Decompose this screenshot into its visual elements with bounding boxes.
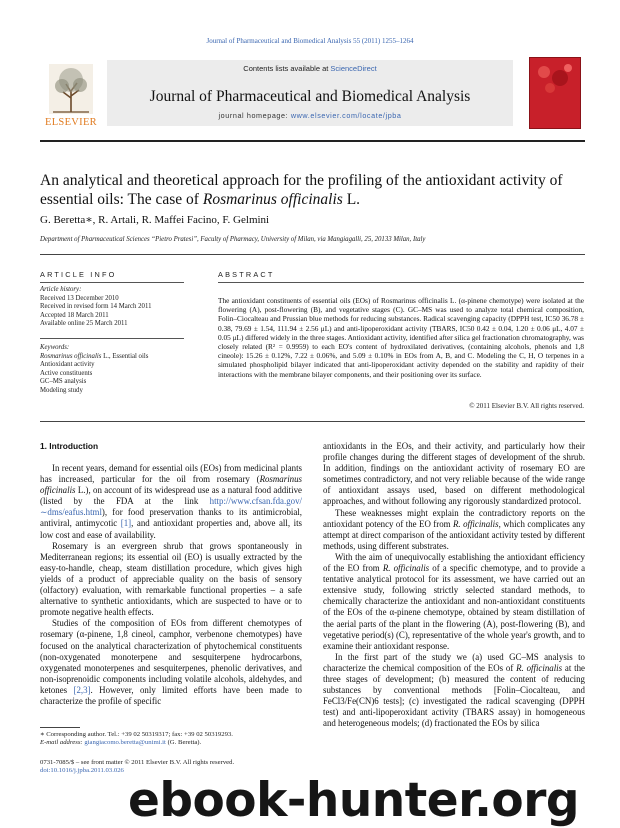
elsevier-tree-icon [49, 64, 93, 114]
homepage-prefix: journal homepage: [218, 111, 289, 120]
affiliation: Department of Pharmaceutical Sciences “Pietro Pratesi”, Faculty of Pharmacy, University of Milan, via Mangiagalli, 25, 20133 Milan, Italy [40, 236, 426, 243]
email-label: E-mail address: [40, 739, 83, 747]
email-link[interactable]: giangiacomo.beretta@unimi.it [84, 739, 166, 747]
watermark-text: ebook-hunter.org [128, 773, 580, 828]
keyword-item: Antioxidant activity [40, 361, 95, 369]
keyword-item: GC–MS analysis [40, 378, 87, 386]
paragraph: Rosemary is an evergreen shrub that grows spontaneously in Mediterranean regions; its essential oil (EO) is usually extracted by the easy-to-handle, cheap, steam distillation procedure, which gives high yields of a product of appreciable quality on the basis of sensory (olfactory) evaluation, with remarkable functional properties – a safe alternative to synthetic antioxidants, which are suspected to have or to promote negative health effects. [40, 540, 302, 618]
species-name: R. officinalis [382, 563, 430, 574]
text-run: ), for food preservation thanks to its antimicrobial, antiviral, antimycotic [40, 507, 302, 529]
history-item: Received in revised form 14 March 2011 [40, 303, 152, 311]
homepage-link[interactable]: www.elsevier.com/locate/jpba [290, 111, 402, 120]
history-label: Article history: [40, 286, 82, 293]
reference-link[interactable]: [1] [120, 518, 132, 529]
contents-line [107, 64, 513, 73]
sciencedirect-link[interactable]: ScienceDirect [330, 64, 377, 73]
keyword-item: Active constituents [40, 369, 93, 377]
paragraph [323, 508, 585, 552]
keyword-item: L., Essential oils [101, 352, 149, 360]
species-name: R. officinalis [452, 518, 499, 529]
history-rule [40, 338, 184, 339]
journal-cover-thumbnail [529, 57, 581, 129]
abstract-copyright: © 2011 Elsevier B.V. All rights reserved. [469, 402, 584, 410]
text-run: . However, only limited efforts have been made to characterize the profile of specific [40, 684, 302, 706]
paragraph: antioxidants in the EOs, and their activity, and particularly how their profile changes during the different stages of development of the shrub. In addition, findings on the antioxidant activity of rosemary EO are sometimes contradictory, and not very reliable because of the wide range of antioxidant assays used, based on different methodological approaches, and without following any rigorously standardized protocol. [323, 441, 585, 507]
text-run: In recent years, demand for essential oils (EOs) from medicinal plants has increased, particular for the oil from rosemary ( [40, 463, 302, 485]
email-suffix: (G. Beretta). [165, 739, 202, 747]
doi-link[interactable]: doi:10.1016/j.jpba.2011.03.026 [40, 767, 124, 775]
history-item: Accepted 18 March 2011 [40, 311, 109, 319]
text-run: at the three stages of development; (b) measured the content of reducing substances by conventional methods [Folin–Ciocalteau, and FeCl3/Fe(CN)6 tests]; (c) investigated the radical scavenging (DPPH test) and anti-lipoperoxidant activity (TBARS assay) in homogeneous and heterogeneous models; (d) fractionated the EOs by silica [323, 662, 585, 729]
keywords [40, 344, 184, 396]
author-list: G. Beretta∗, R. Artali, R. Maffei Facino, F. Gelmini [40, 214, 270, 226]
elsevier-logo [40, 60, 102, 132]
publisher-logo-text: ELSEVIER [45, 117, 97, 128]
history-item: Received 13 December 2010 [40, 294, 119, 302]
affil-rule [40, 254, 585, 255]
text-run: , which complicates any attempt at direct comparison of the antioxidant activity tested by different methods, using different substrates. [323, 518, 586, 551]
article-info-heading: ARTICLE INFO [40, 270, 117, 279]
running-head: Journal of Pharmaceutical and Biomedical Analysis 55 (2011) 1255–1264 [206, 37, 414, 45]
text-run: With the aim of unequivocally establishing the antioxidant efficiency of the EO from [323, 551, 585, 574]
abstract-heading: ABSTRACT [218, 270, 275, 279]
paragraph [323, 652, 585, 730]
footnote-rule [40, 727, 80, 728]
reference-link[interactable]: [2,3] [73, 684, 91, 695]
history-item: Available online 25 March 2011 [40, 320, 128, 328]
article-title [40, 171, 600, 209]
corresponding-author: ∗ Corresponding author. Tel.: +39 02 50319317; fax: +39 02 50319293. [40, 731, 233, 738]
journal-homepage [107, 111, 513, 120]
keywords-label: Keywords: [40, 344, 70, 351]
text-run: of a specific chemotype, and to provide a tentative analytical protocol for its assessment, we have carried out an extensive study, following strictly selected standard methods, to chemically characterize the antioxidant and non-antioxidant constituents of the EOs of the α-pinene chemotype, obtained by steam distillation of the aerial parts of the plant in the flowering (A), post-flowering (B), and vegetative period(s) (C), representative of the whole year's growth, and to examine their antioxidant response. [323, 563, 586, 651]
text-run: L.), on account of its widespread use as a natural food additive (listed by the FDA at the link [40, 485, 302, 507]
paragraph [40, 463, 302, 541]
species-name: R. officinalis [516, 662, 563, 673]
section-heading-introduction: 1. Introduction [40, 441, 99, 451]
issn-line: 0731-7085/$ – see front matter © 2011 Elsevier B.V. All rights reserved. [40, 759, 235, 766]
body-column-left [40, 463, 302, 707]
keyword-species: Rosmarinus officinalis [40, 352, 102, 360]
journal-title: Journal of Pharmaceutical and Biomedical Analysis [149, 88, 471, 105]
paragraph [323, 552, 585, 652]
corresponding-footnote [40, 731, 233, 748]
abstract-rule [218, 282, 584, 283]
abstract-bottom-rule [40, 421, 585, 422]
abstract-text: The antioxidant constituents of essential oils (EOs) of Rosmarinus officinalis L. (α-pinene chemotype) were isolated at the flowering (A), post-flowering (B), and vegetative stages (C). GC–MS was used to analyze total chemical composition, Folin–Ciocalteau and Prussian blue methods for reducing substances. Radical scavenging capacity (DPPH test, IC50 36.78 ± 0.38, 79.69 ± 1.54, 111.94 ± 2.56 μL) and anti-lipoperoxidant activity (TBARS, IC50 0.42 ± 0.04, 1.20 ± 0.06 μL, 4.07 ± 0.05 μL) differed widely in the three stages. Antioxidant activity, identified after silica gel fractionation chromatography, was closely related (R² = 0.9959) to each EO's content of hydroxilated derivatives, (containing alcohols, phenols and 1,8 cineole): 15.26 ± 0.12%, 7.22 ± 0.06%, and 5.09 ± 0.10% in EOs from A, B, and C. Modeling the C, H, O terpenes in a simulated phospholipid bilayer indicated that anti-lipoperoxidant activity depended on the stability and rapidity of their interactions with the membrane bilayer components, and their positioning over its surface. [218, 296, 584, 379]
title-part-2: L. [342, 191, 361, 208]
contents-prefix: Contents lists available at [243, 64, 329, 73]
article-history [40, 286, 184, 329]
header-rule [40, 140, 585, 142]
body-column-right [323, 441, 585, 729]
text-run: These weaknesses might explain the contradictory reports on the antioxidant potency of the EO from [323, 507, 585, 529]
title-part-1: An analytical and theoretical approach for the profiling of the antioxidant activity of essential oils: The case of [40, 172, 563, 208]
fda-link[interactable]: http://www.cfsan.fda.gov/∼dms/eafus.html [40, 496, 302, 518]
text-run: Studies of the composition of EOs from different chemotypes of rosemary (α-pinene, 1,8 cineol, camphor, verbenone chemotypes) have focused on the analytical characterization of phytochemical constituents (non-oxygenated monoterpene and sesquiterpene hydrocarbons, oxygenated monoterpenes and sesquiterpenes, phenolic derivatives, and non-isoprenoidic components including volatile alcohols, aldehydes, and ketones [40, 618, 302, 695]
species-name: Rosmarinus officinalis [40, 474, 302, 496]
text-run: In the first part of the study we (a) used GC–MS analysis to characterize the chemical composition of the EOs of [323, 651, 585, 673]
article-info-rule [40, 282, 184, 283]
paragraph [40, 618, 302, 707]
title-species: Rosmarinus officinalis [202, 191, 343, 208]
keyword-item: Modeling study [40, 386, 83, 394]
cover-art-icon [530, 58, 580, 98]
text-run: , and antioxidant properties and, above all, its low cost and ease of availability. [40, 518, 303, 540]
